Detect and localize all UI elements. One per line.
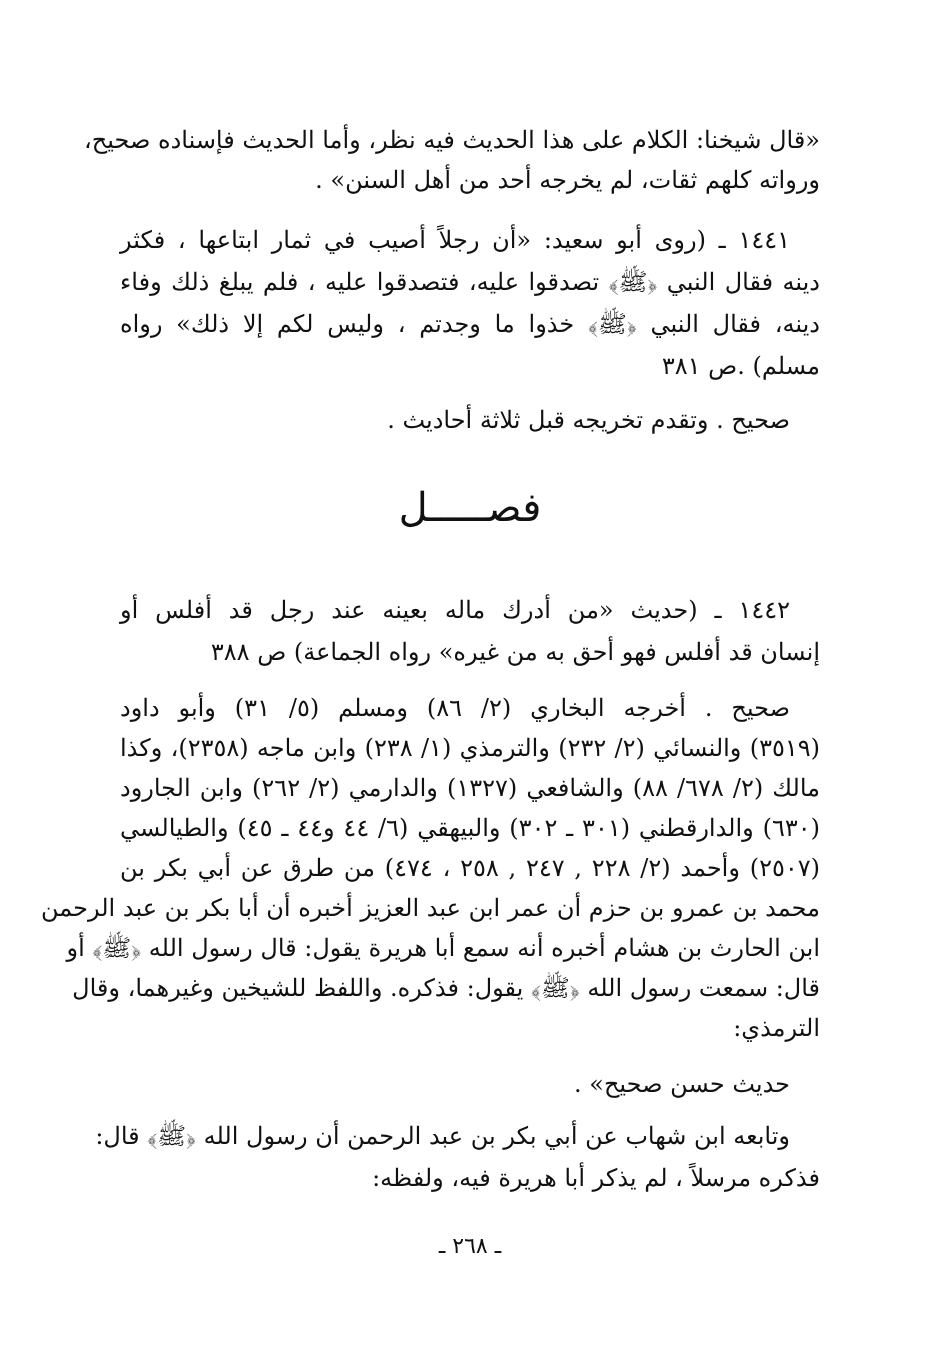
text-line: (٦٣٠) والدارقطني (٣٠١ ـ ٣٠٢) والبيهقي (٦/ ٤٤ و٤٤ ـ ٤٥) والطيالسي (120, 814, 820, 842)
text-line: «قال شيخنا: الكلام على هذا الحديث فيه نظر، وأما الحديث فإسناده صحيح، (84, 126, 820, 154)
text-line: إنسان قد أفلس فهو أحق به من غيره» رواه الجماعة) ص ٣٨٨ (210, 638, 820, 666)
text-line: صحيح . وتقدم تخريجه قبل ثلاثة أحاديث . (387, 406, 790, 434)
text-line: ١٤٤٢ ـ (حديث «من أدرك ماله بعينه عند رجل قد أفلس أو (120, 596, 790, 624)
text-line: قال: سمعت رسول الله ﴿ﷺ﴾ يقول: فذكره. واللفظ للشيخين وغيرهما، وقال (72, 974, 820, 1002)
text-line: الترمذي: (733, 1014, 820, 1042)
text-line: محمد بن عمرو بن حزم أن عمر ابن عبد العزيز أخبره أن أبا بكر بن عبد الرحمن (41, 894, 820, 922)
text-line: صحيح . أخرجه البخاري (٢/ ٨٦) ومسلم (٥/ ٣١) وأبو داود (120, 694, 791, 722)
text-line: حديث حسن صحيح» . (574, 1070, 790, 1098)
text-line: دينه، فقال النبي ﴿ﷺ﴾ خذوا ما وجدتم ، وليس لكم إلا ذلك» رواه (120, 310, 820, 338)
text-line: (٣٥١٩) والنسائي (٢/ ٢٣٢) والترمذي (١/ ٢٣٨) وابن ماجه (٢٣٥٨)، وكذا (120, 734, 820, 762)
text-line: مالك (٢/ ٦٧٨/ ٨٨) والشافعي (١٣٢٧) والدارمي (٢/ ٢٦٢) وابن الجارود (120, 774, 820, 802)
text-line: وتابعه ابن شهاب عن أبي بكر بن عبد الرحمن أن رسول الله ﴿ﷺ﴾ قال: (95, 1122, 790, 1150)
text-line: فذكره مرسلاً ، لم يذكر أبا هريرة فيه، ولفظه: (372, 1164, 820, 1192)
text-line: (٢٥٠٧) وأحمد (٢/ ٢٢٨ , ٢٤٧ , ٢٥٨ ، ٤٧٤) من طرق عن أبي بكر بن (120, 854, 820, 882)
page-number: ـ ٢٦٨ ـ (438, 1234, 502, 1259)
text-line: دينه فقال النبي ﴿ﷺ﴾ تصدقوا عليه، فتصدقوا عليه ، فلم يبلغ ذلك وفاء (120, 268, 820, 296)
text-line: ورواته كلهم ثقات، لم يخرجه أحد من أهل السنن» . (315, 166, 820, 194)
text-line: ١٤٤١ ـ (روى أبو سعيد: «أن رجلاً أصيب في ثمار ابتاعها ، فكثر (120, 226, 790, 254)
text-line: مسلم) .ص ٣٨١ (661, 352, 820, 380)
section-heading: فصـــــل (398, 485, 542, 531)
text-line: ابن الحارث بن هشام أخبره أنه سمع أبا هريرة يقول: قال رسول الله ﴿ﷺ﴾ أو (66, 934, 820, 962)
